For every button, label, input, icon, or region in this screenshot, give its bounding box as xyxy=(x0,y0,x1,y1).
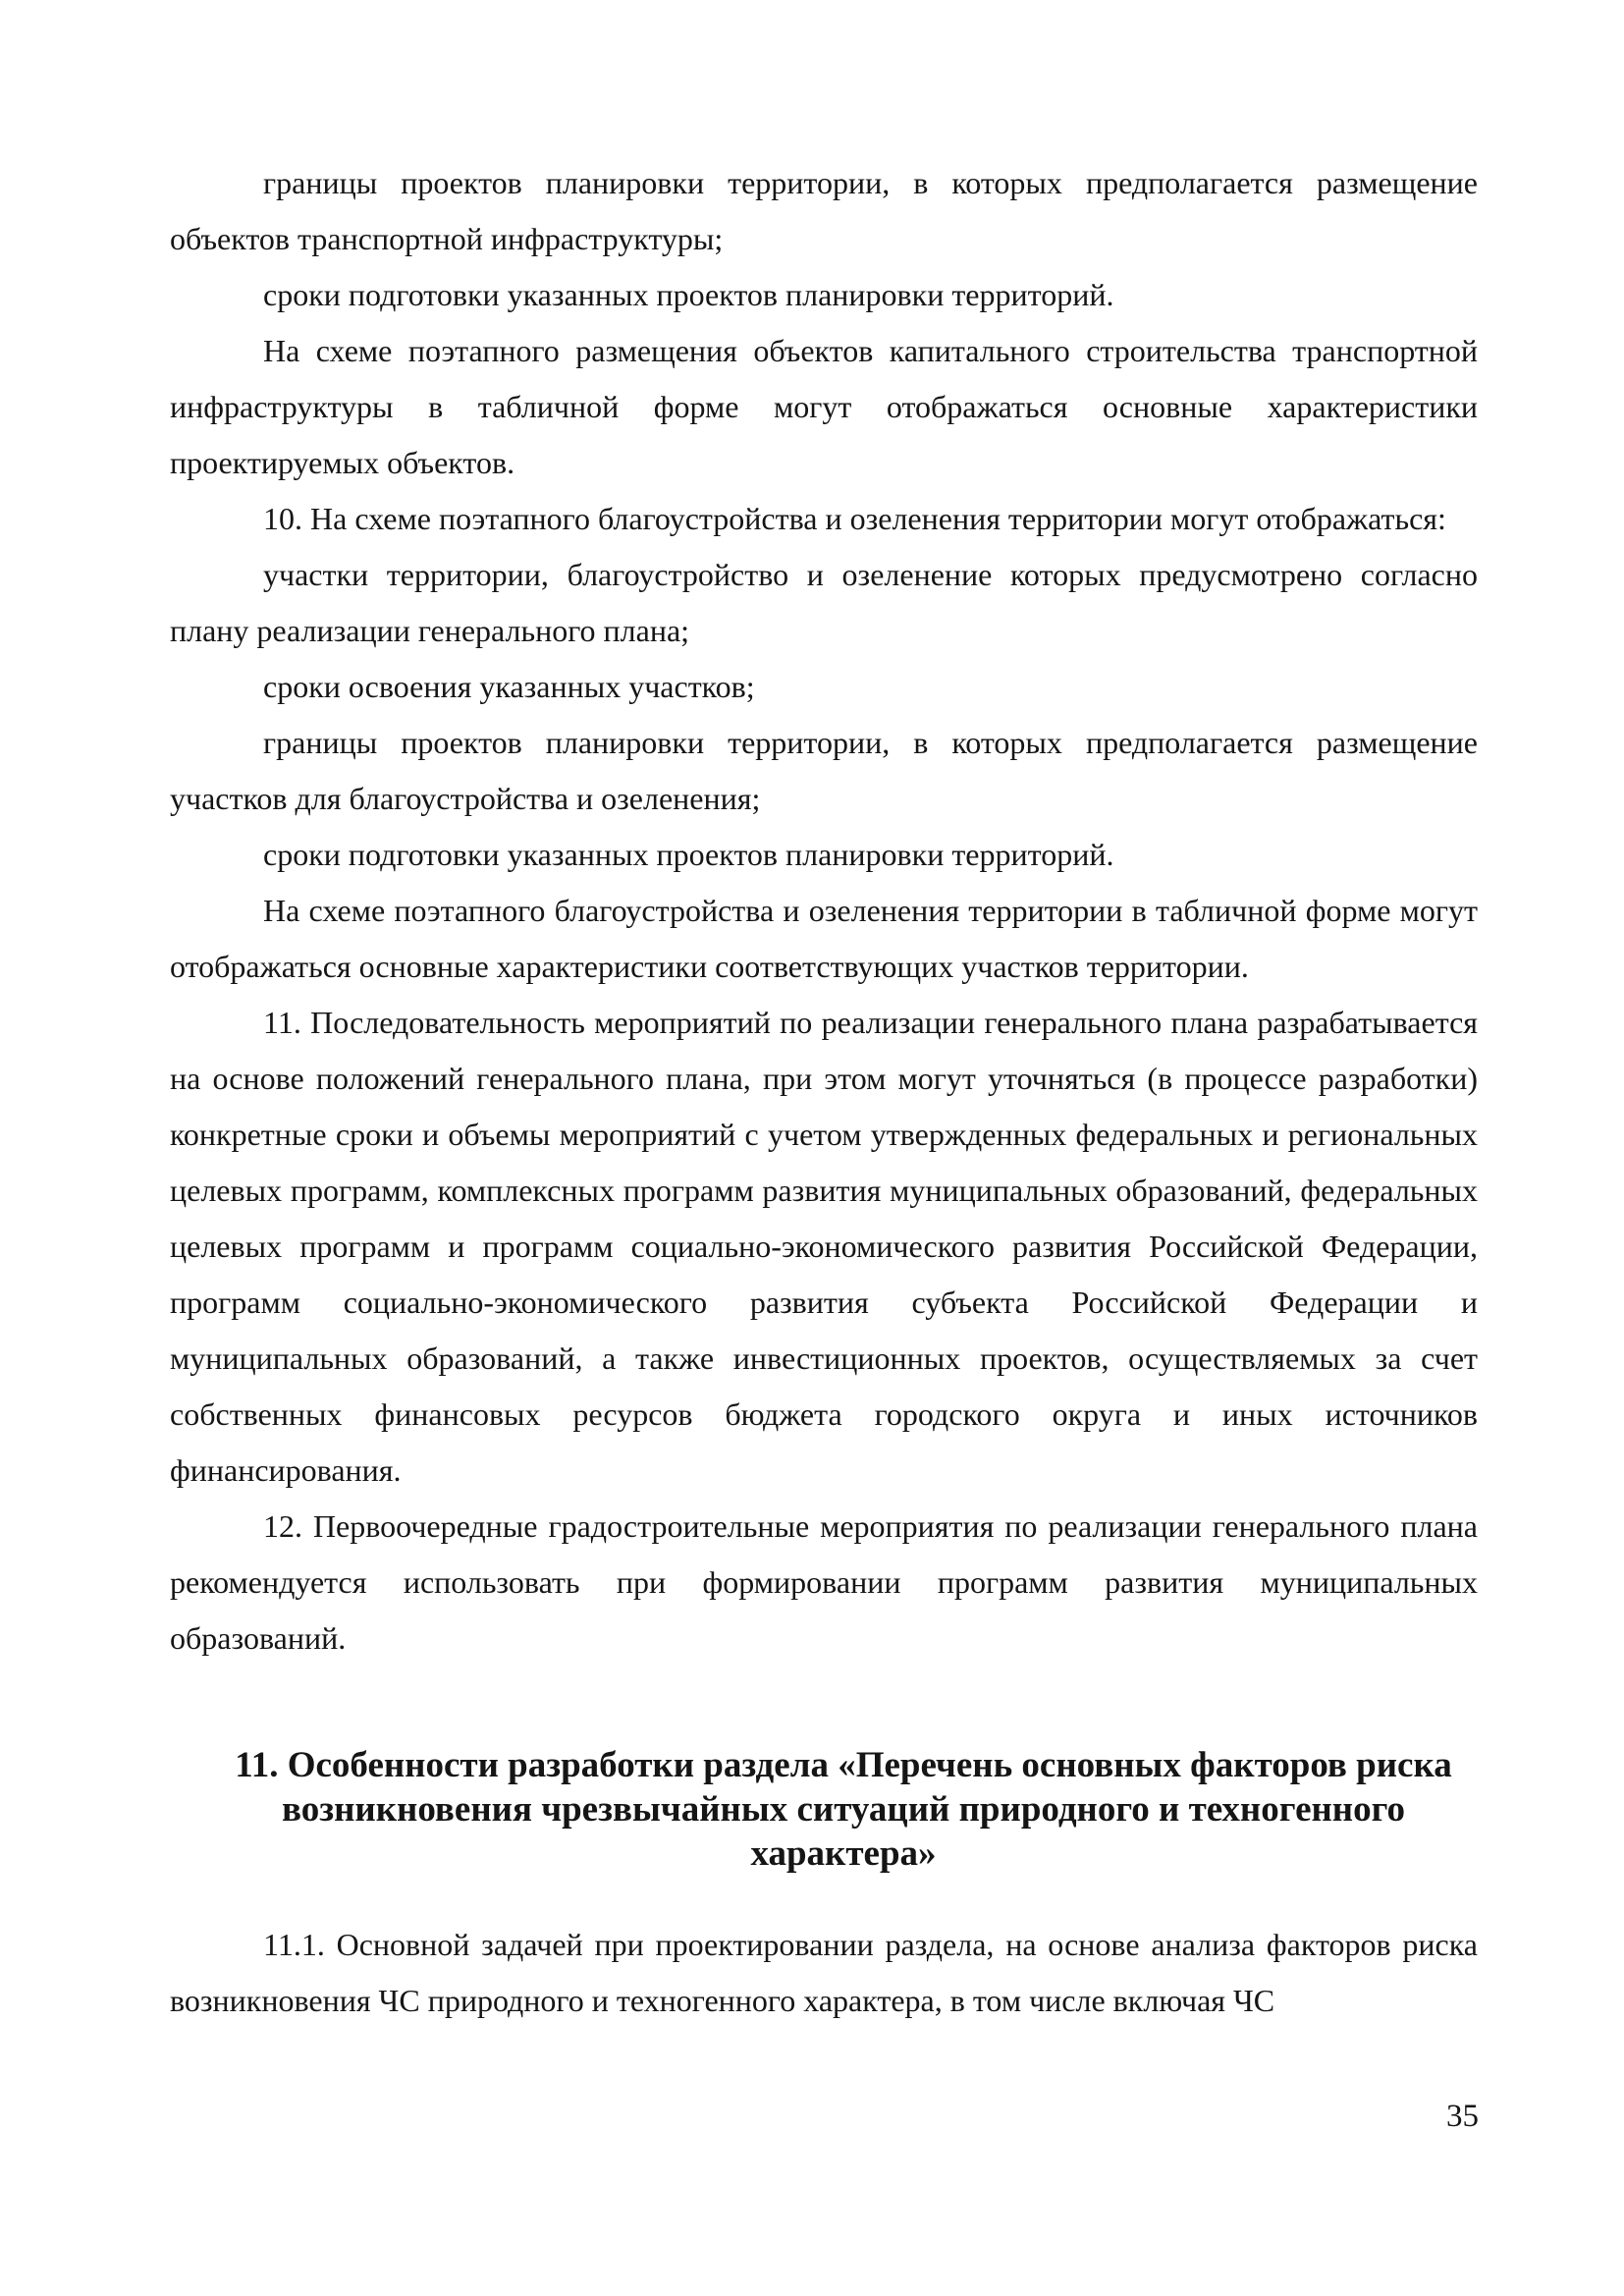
page-number: 35 xyxy=(1446,2099,1479,2134)
paragraph: сроки подготовки указанных проектов планировки территорий. xyxy=(263,837,1114,872)
paragraph: границы проектов планировки территории, в которых предполагается размещение участков для благоустройства и озеленения; xyxy=(170,725,1478,816)
paragraph: сроки подготовки указанных проектов планировки территорий. xyxy=(263,277,1114,312)
paragraph: 12. Первоочередные градостроительные мероприятия по реализации генерального плана рекомендуется использовать при формировании программ развития муниципальных образований. xyxy=(170,1508,1478,1656)
paragraph: сроки освоения указанных участков; xyxy=(263,669,755,704)
paragraph: 11.1. Основной задачей при проектировании раздела, на основе анализа факторов риска возникновения ЧС природного и техногенного характера, в том числе включая ЧС xyxy=(170,1927,1478,2018)
section-heading: 11. Особенности разработки раздела «Перечень основных факторов риска возникновения чрезвычайных ситуаций природного и техногенного характера» xyxy=(235,1745,1452,1874)
paragraph: границы проектов планировки территории, в которых предполагается размещение объектов транспортной инфраструктуры; xyxy=(170,165,1478,256)
page-content xyxy=(170,155,1478,2029)
paragraph: На схеме поэтапного размещения объектов капитального строительства транспортной инфраструктуры в табличной форме могут отображаться основные характеристики проектируемых объектов. xyxy=(170,333,1478,480)
paragraph: 10. На схеме поэтапного благоустройства и озеленения территории могут отображаться: xyxy=(263,501,1446,536)
paragraph: На схеме поэтапного благоустройства и озеленения территории в табличной форме могут отображаться основные характеристики соответствующих участков территории. xyxy=(170,893,1478,984)
paragraph: участки территории, благоустройство и озеленение которых предусмотрено согласно плану реализации генерального плана; xyxy=(170,557,1478,648)
paragraph: 11. Последовательность мероприятий по реализации генерального плана разрабатывается на основе положений генерального плана, при этом могут уточняться (в процессе разработки) конкретные сроки и объемы мероприятий с учетом утвержденных федеральных и региональных целевых программ, комплексных программ развития муниципальных образований, федеральных целевых программ и программ социально-экономического развития Российской Федерации, программ социально-экономического развития субъекта Российской Федерации и муниципальных образований, а также инвестиционных проектов, осуществляемых за счет собственных финансовых ресурсов бюджета городского округа и иных источников финансирования. xyxy=(170,1005,1478,1488)
